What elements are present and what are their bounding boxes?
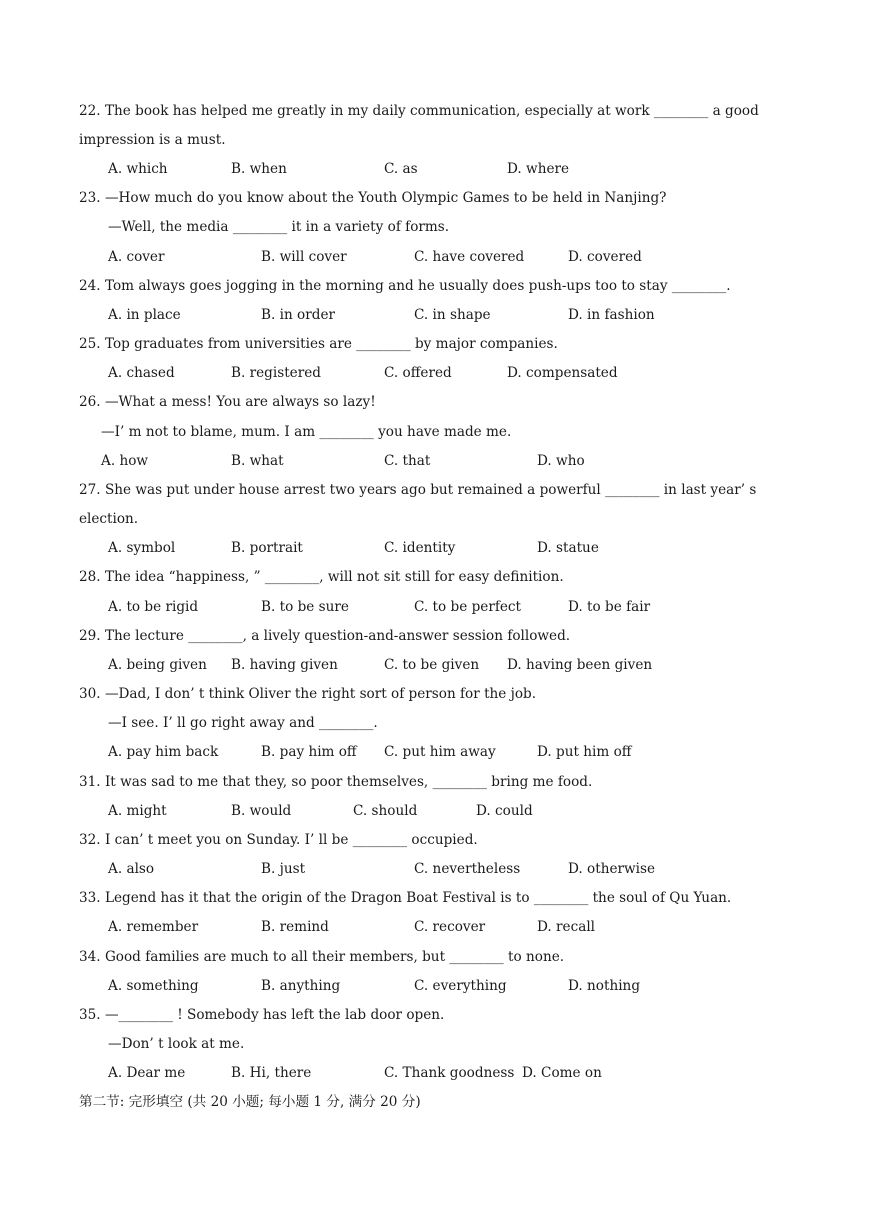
option-a: A. also [108, 861, 155, 877]
option-c: C. to be perfect [414, 599, 521, 615]
option-a: A. Dear me [108, 1065, 186, 1081]
option-b: B. pay him off [261, 744, 357, 760]
question-line: 22. The book has helped me greatly in my daily communication, especially at work ________ a good [79, 103, 759, 119]
option-d: D. in fashion [568, 307, 655, 323]
option-d: D. nothing [568, 978, 641, 994]
option-c: C. put him away [384, 744, 496, 760]
option-a: A. how [101, 453, 149, 469]
option-d: D. having been given [507, 657, 653, 673]
option-b: B. when [231, 161, 287, 177]
question-line: 29. The lecture ________, a lively question-and-answer session followed. [79, 628, 571, 644]
option-d: D. put him off [537, 744, 632, 760]
option-d: D. could [476, 803, 533, 819]
question-line: 35. —________ ! Somebody has left the lab door open. [79, 1007, 445, 1023]
question-line: 31. It was sad to me that they, so poor themselves, ________ bring me food. [79, 774, 593, 790]
option-a: A. pay him back [108, 744, 219, 760]
option-a: A. cover [108, 249, 165, 265]
option-c: C. should [353, 803, 418, 819]
option-c: C. in shape [414, 307, 491, 323]
option-c: C. Thank goodness [384, 1065, 515, 1081]
option-d: D. covered [568, 249, 642, 265]
option-b: B. anything [261, 978, 341, 994]
option-c: C. to be given [384, 657, 480, 673]
option-a: A. might [108, 803, 167, 819]
section-heading: 第二节: 完形填空 (共 20 小题; 每小题 1 分, 满分 20 分) [79, 1094, 421, 1110]
option-a: A. which [108, 161, 168, 177]
option-d: D. recall [537, 919, 596, 935]
option-a: A. symbol [108, 540, 176, 556]
option-d: D. compensated [507, 365, 618, 381]
question-line: 24. Tom always goes jogging in the morning and he usually does push-ups too to stay ________. [79, 278, 731, 294]
question-line: 32. I can’ t meet you on Sunday. I’ ll be ________ occupied. [79, 832, 478, 848]
option-b: B. will cover [261, 249, 347, 265]
option-d: D. otherwise [568, 861, 656, 877]
question-line: —I see. I’ ll go right away and ________. [108, 715, 378, 731]
option-d: D. Come on [522, 1065, 602, 1081]
question-line: election. [79, 511, 139, 527]
option-b: B. would [231, 803, 292, 819]
option-a: A. to be rigid [108, 599, 199, 615]
question-line: —Don’ t look at me. [108, 1036, 245, 1052]
option-a: A. something [108, 978, 199, 994]
option-a: A. remember [108, 919, 199, 935]
question-line: 26. —What a mess! You are always so lazy! [79, 394, 376, 410]
question-line: 30. —Dad, I don’ t think Oliver the right sort of person for the job. [79, 686, 537, 702]
option-b: B. what [231, 453, 284, 469]
option-b: B. just [261, 861, 306, 877]
question-line: 27. She was put under house arrest two years ago but remained a powerful ________ in last year’ s [79, 482, 757, 498]
question-line: 33. Legend has it that the origin of the Dragon Boat Festival is to ________ the soul of Qu Yuan. [79, 890, 732, 906]
option-d: D. where [507, 161, 570, 177]
question-line: 23. —How much do you know about the Youth Olympic Games to be held in Nanjing? [79, 190, 667, 206]
question-line: 34. Good families are much to all their members, but ________ to none. [79, 949, 565, 965]
question-line: —Well, the media ________ it in a variety of forms. [108, 219, 450, 235]
option-d: D. to be fair [568, 599, 651, 615]
option-c: C. everything [414, 978, 507, 994]
option-b: B. in order [261, 307, 335, 323]
question-line: 25. Top graduates from universities are ________ by major companies. [79, 336, 558, 352]
option-a: A. chased [108, 365, 175, 381]
question-line: impression is a must. [79, 132, 226, 148]
option-a: A. in place [108, 307, 181, 323]
option-b: B. Hi, there [231, 1065, 312, 1081]
option-c: C. identity [384, 540, 456, 556]
option-c: C. that [384, 453, 431, 469]
question-line: 28. The idea “happiness, ” ________, will not sit still for easy definition. [79, 569, 564, 585]
option-a: A. being given [108, 657, 207, 673]
option-b: B. portrait [231, 540, 303, 556]
question-line: —I’ m not to blame, mum. I am ________ you have made me. [101, 424, 512, 440]
option-d: D. who [537, 453, 585, 469]
option-b: B. to be sure [261, 599, 349, 615]
option-c: C. recover [414, 919, 486, 935]
option-d: D. statue [537, 540, 599, 556]
option-b: B. remind [261, 919, 329, 935]
option-b: B. having given [231, 657, 338, 673]
option-b: B. registered [231, 365, 321, 381]
option-c: C. offered [384, 365, 452, 381]
option-c: C. nevertheless [414, 861, 521, 877]
option-c: C. have covered [414, 249, 525, 265]
option-c: C. as [384, 161, 418, 177]
